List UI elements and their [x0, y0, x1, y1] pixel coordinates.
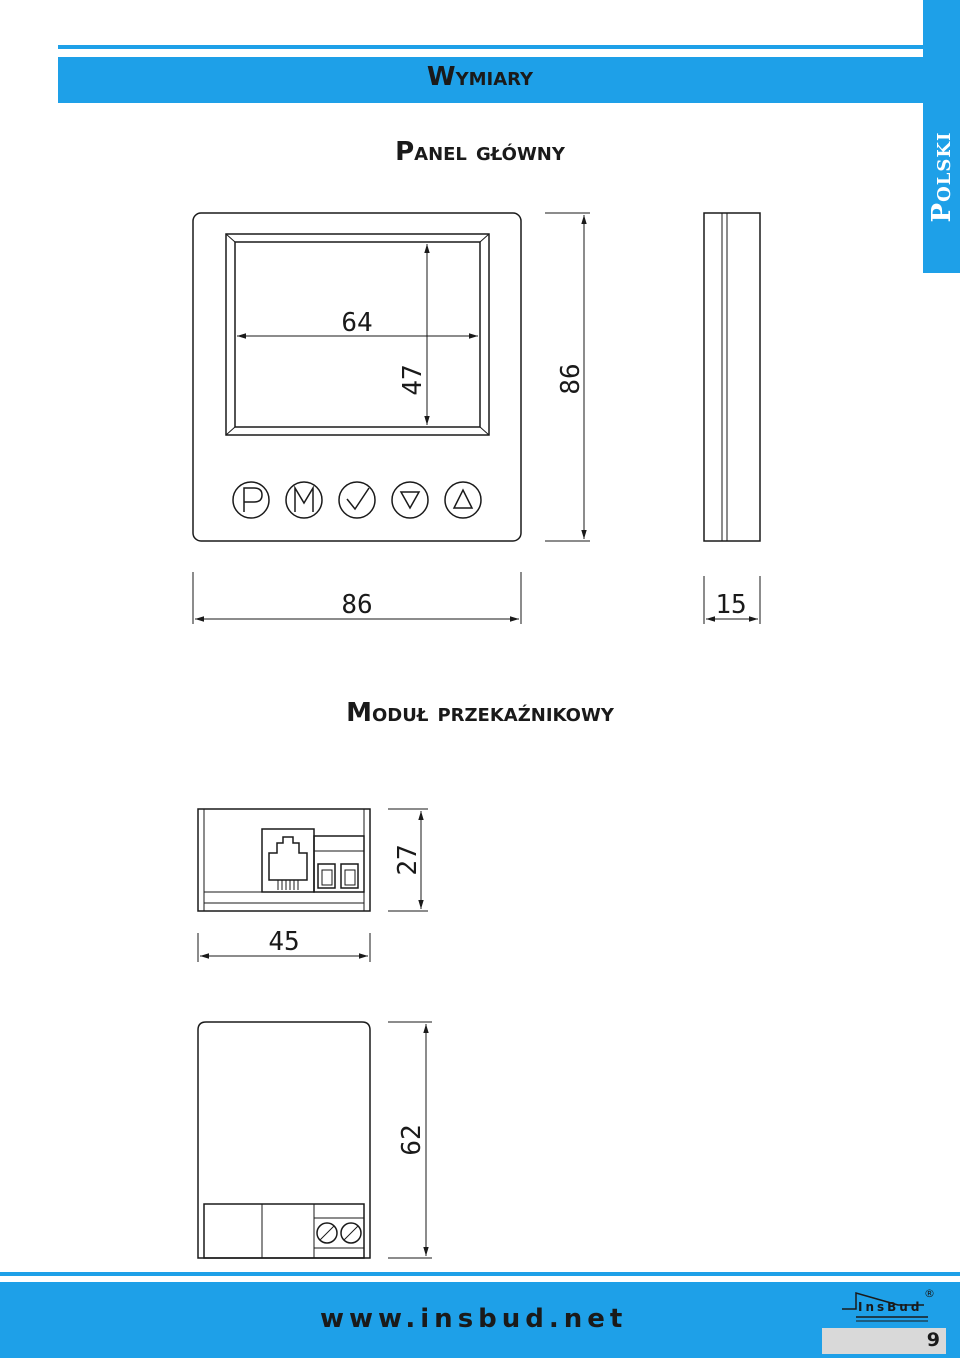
- header-title: Wymiary: [426, 62, 534, 92]
- triangle-down-icon: [392, 482, 428, 518]
- dim-panel-depth: 15: [715, 590, 747, 620]
- module-front-view: [198, 1022, 370, 1258]
- dim-screen-height: 47: [398, 364, 428, 396]
- rj-socket-icon: [262, 829, 314, 892]
- panel-side-view: [704, 213, 760, 541]
- logo-text: InsBud: [858, 1300, 923, 1314]
- dim-module-width: 45: [268, 927, 300, 957]
- registered-mark: ®: [924, 1287, 935, 1300]
- module-top-view: [198, 809, 370, 911]
- dim-panel-width: 86: [341, 590, 373, 620]
- screw-terminal-icon: [314, 1218, 364, 1248]
- dim-panel-height: 86: [556, 363, 586, 395]
- footer-top-line: [0, 1272, 960, 1276]
- page-number-box: [822, 1328, 946, 1354]
- dim-module-height-top: 27: [393, 844, 423, 876]
- module-section-title: Moduł przekaźnikowy: [346, 698, 614, 728]
- insbud-logo: [838, 1287, 938, 1325]
- p-button-icon: [233, 482, 269, 518]
- check-icon: [339, 482, 375, 518]
- triangle-up-icon: [445, 482, 481, 518]
- panel-front-view: [193, 213, 521, 541]
- language-tab-label: Polski: [926, 131, 957, 222]
- terminal-icon: [318, 864, 358, 888]
- panel-section-title: Panel główny: [395, 137, 565, 167]
- page-number: 9: [926, 1329, 940, 1351]
- dim-module-height-front: 62: [397, 1124, 427, 1156]
- dim-screen-width: 64: [341, 308, 373, 338]
- m-button-icon: [286, 482, 322, 518]
- footer-url: www.insbud.net: [320, 1304, 628, 1334]
